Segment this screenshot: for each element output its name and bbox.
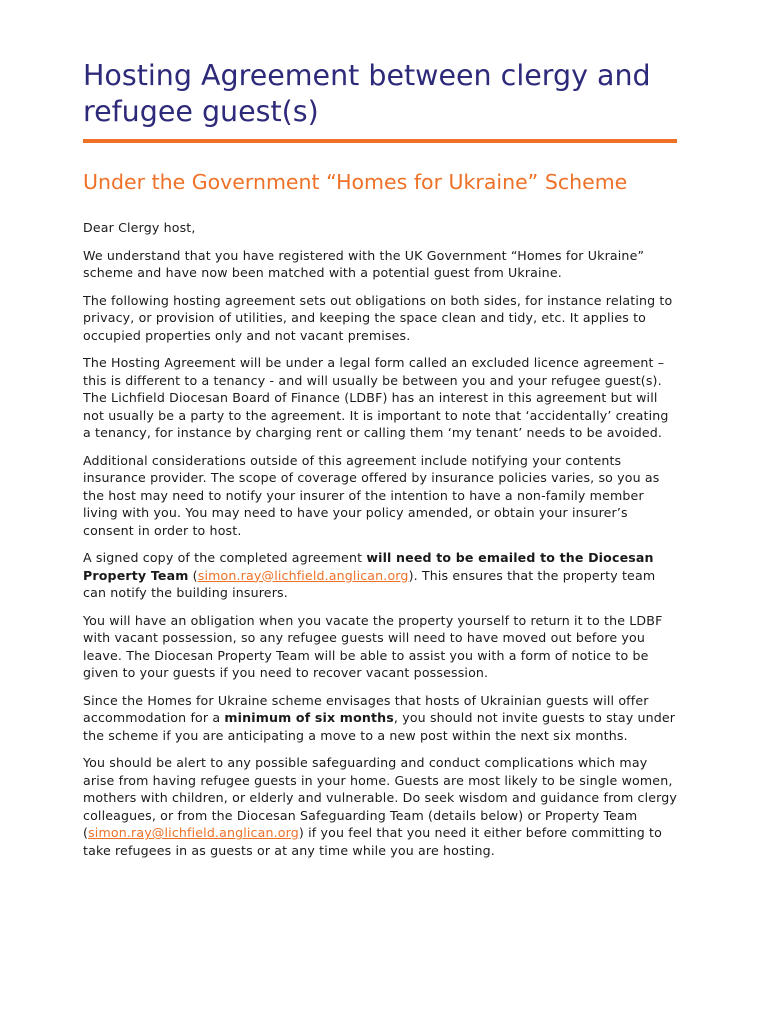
safeguarding-tail: ) if you feel that you need it either before committing to take refugees in as guests or at any time while you are hosting. bbox=[83, 825, 662, 858]
paragraph-signed-copy bbox=[83, 549, 679, 602]
signed-copy-paren: ( bbox=[188, 567, 198, 583]
document-body bbox=[83, 219, 679, 859]
document-title: Hosting Agreement between clergy and refugee guest(s) bbox=[83, 59, 651, 128]
six-months-tail: , you should not invite guests to stay under the scheme if you are anticipating a move to a new post within the next six months. bbox=[83, 710, 676, 743]
title-divider bbox=[83, 139, 677, 143]
paragraph-obligations: The following hosting agreement sets out obligations on both sides, for instance relating to privacy, or provision of utilities, and keeping the space clean and tidy, etc. It applies to occupied properties only and not vacant premises. bbox=[83, 292, 673, 343]
six-months-emphasis: minimum of six months bbox=[224, 710, 394, 725]
paragraph-safeguarding bbox=[83, 754, 679, 859]
paragraph-six-months bbox=[83, 692, 679, 745]
safeguarding-text: You should be alert to any possible safeguarding and conduct complications which may arise from having refugee guests in your home. Guests are most likely to be single women, mothers with children, or elderly and vulnerable. Do seek wisdom and guidance from clergy colleagues, or from the Diocesan Safeguarding Team (details below) or Property Team ( bbox=[83, 755, 678, 840]
paragraph-registration: We understand that you have registered with the UK Government “Homes for Ukraine” scheme and have now been matched with a potential guest from Ukraine. bbox=[83, 247, 645, 280]
property-team-email-link-2[interactable]: simon.ray@lichfield.anglican.org bbox=[88, 825, 299, 840]
paragraph-licence: The Hosting Agreement will be under a legal form called an excluded licence agreement – this is different to a tenancy - and will usually be between you and your refugee guest(s). The Lichfield Diocesan Board of Finance (LDBF) has an interest in this agreement but will not usually be a party to the agreement. It is important to note that ‘accidentally’ creating a tenancy, for instance by charging rent or calling them ‘my tenant’ needs to be avoided. bbox=[83, 355, 669, 440]
paragraph-vacate: You will have an obligation when you vacate the property yourself to return it to the LDBF with vacant possession, so any refugee guests will need to have moved out before you leave. The Diocesan Property Team will be able to assist you with a form of notice to be given to your guests if you need to recover vacant possession. bbox=[83, 612, 663, 680]
document-subtitle: Under the Government “Homes for Ukraine” Scheme bbox=[83, 170, 628, 194]
property-team-email-link[interactable]: simon.ray@lichfield.anglican.org bbox=[197, 567, 409, 583]
paragraph-insurance: Additional considerations outside of this agreement include notifying your contents insurance provider. The scope of coverage offered by insurance policies varies, so you as the host may need to notify your insurer of the intention to have a non-family member living with you. You may need to have your policy amended, or obtain your insurer’s consent in order to host. bbox=[83, 452, 660, 538]
signed-copy-text: A signed copy of the completed agreement bbox=[83, 550, 367, 565]
document-page bbox=[83, 58, 679, 869]
signed-copy-tail: ). This ensures that the property team can notify the building insurers. bbox=[83, 567, 656, 600]
greeting: Dear Clergy host, bbox=[83, 220, 196, 235]
signed-copy-emphasis: will need to be emailed to the Diocesan Property Team bbox=[83, 550, 654, 583]
six-months-text: Since the Homes for Ukraine scheme envisages that hosts of Ukrainian guests will offer accommodation for a bbox=[83, 692, 649, 725]
